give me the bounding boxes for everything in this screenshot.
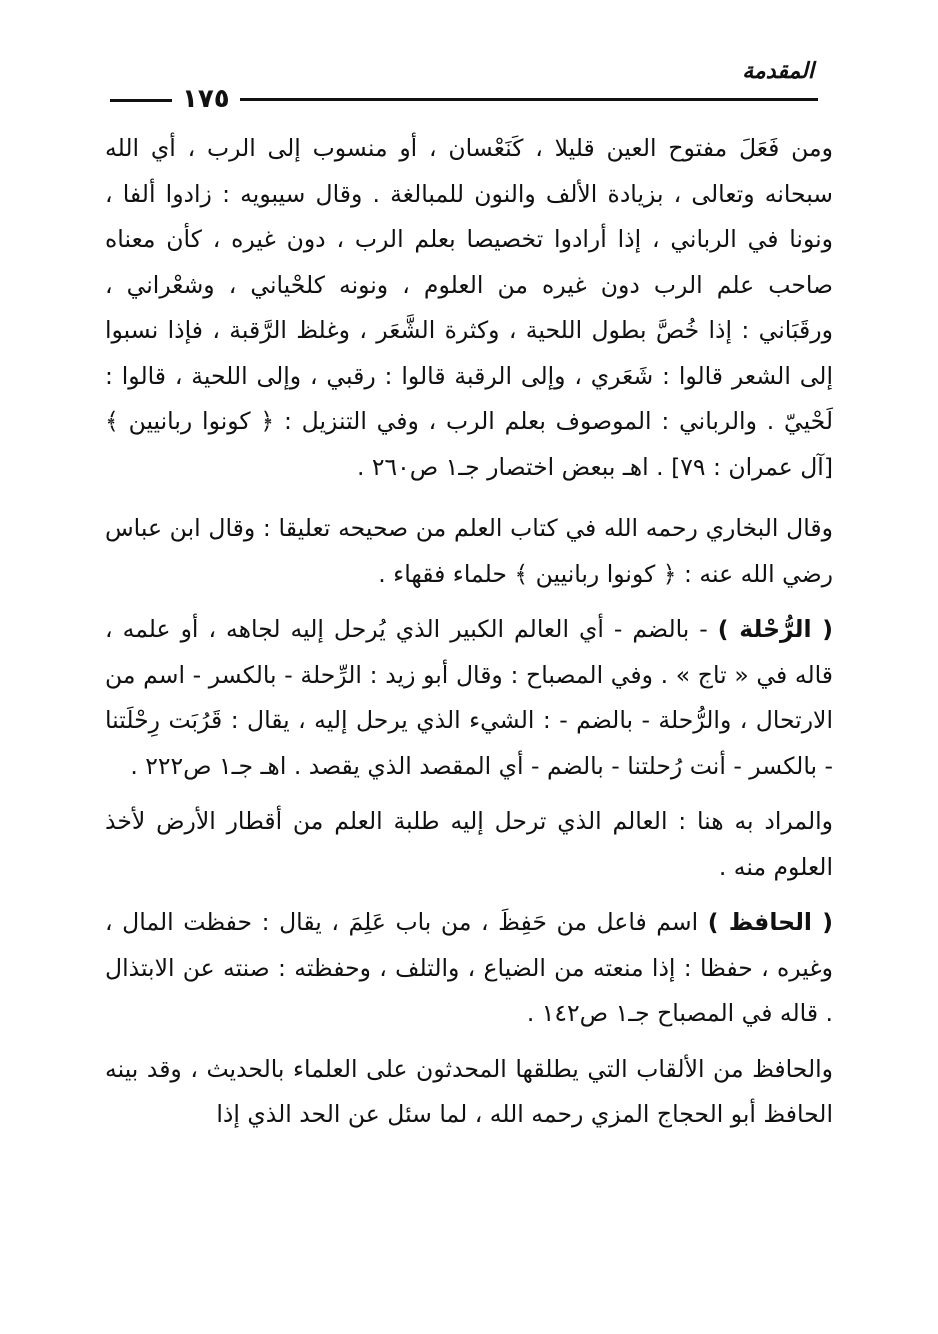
paragraph-text: ومن فَعَلَ مفتوح العين قليلا ، كَنَعْسان ، أو منسوب إلى الرب ، أي الله سبحانه وتعالى ، بزيادة الألف والنون للمبالغة . وقال سيبويه : زادوا ألفا ، ونونا في الرباني ، إذا أرادوا تخصيصا بعلم الرب ، دون غيره ، كأن معناه صاحب علم الرب دون غيره من العلوم ، ونونه كلحْياني ، وشعْراني ، ورقَبَاني : إذا خُصَّ بطول اللحية ، وكثرة الشَّعَر ، وغلظ الرَّقبة ، فإذا نسبوا إلى الشعر قالوا : شَعَري ، وإلى الرقبة قالوا : رقبي ، وإلى اللحية ، قالوا : لَحْييّ . والرباني : الموصوف بعلم الرب ، وفي التنزيل : ﴿ كونوا ربانيين ﴾ [آل عمران : ٧٩] . اهـ ببعض اختصار جـ١ ص٢٦٠ . bbox=[105, 134, 833, 481]
paragraph-hafiz-definition bbox=[105, 900, 833, 1037]
paragraph-bukhari-quote bbox=[105, 506, 833, 597]
paragraph-rabbani-definition bbox=[105, 126, 833, 490]
page-number: ١٧٥ bbox=[182, 84, 230, 114]
paragraph-text: اسم فاعل من حَفِظَ ، من باب عَلِمَ ، يقال : حفظت المال ، وغيره ، حفظا : إذا منعته من الضياع ، والتلف ، وحفظته : صنته عن الابتذال . قاله في المصباح جـ١ ص١٤٢ . bbox=[105, 908, 833, 1027]
paragraph-text: - بالضم - أي العالم الكبير الذي يُرحل إليه لجاهه ، أو علمه ، قاله في « تاج » . وفي المصباح : وقال أبو زيد : الرِّحلة - بالكسر - اسم من الارتحال ، والرُّحلة - بالضم - : الشيء الذي يرحل إليه ، يقال : قَرُبَت رِحْلَتنا - بالكسر - أنت رُحلتنا - بالضم - أي المقصد الذي يقصد . اهـ جـ١ ص٢٢٢ . bbox=[105, 615, 833, 780]
paragraph-text: وقال البخاري رحمه الله في كتاب العلم من صحيحه تعليقا : وقال ابن عباس رضي الله عنه : ﴿ كونوا ربانيين ﴾ حلماء فقهاء . bbox=[105, 514, 833, 588]
page-body bbox=[105, 126, 833, 1148]
paragraph-rihla-definition bbox=[105, 607, 833, 789]
paragraph-text: والحافظ من الألقاب التي يطلقها المحدثون على العلماء بالحديث ، وقد بينه الحافظ أبو الحجاج المزي رحمه الله ، لما سئل عن الحد الذي إذا bbox=[105, 1054, 833, 1128]
term-heading: ( الحافظ ) bbox=[707, 908, 833, 936]
term-heading: ( الرُّحْلة ) bbox=[717, 615, 833, 643]
header-rule-right bbox=[240, 98, 818, 101]
header-rule-left bbox=[110, 99, 172, 102]
paragraph-hafiz-title bbox=[105, 1047, 833, 1138]
running-head-title: المقدمة bbox=[742, 59, 814, 84]
paragraph-text: والمراد به هنا : العالم الذي ترحل إليه طلبة العلم من أقطار الأرض لأخذ العلوم منه . bbox=[105, 807, 833, 881]
paragraph-rihla-meaning bbox=[105, 799, 833, 890]
